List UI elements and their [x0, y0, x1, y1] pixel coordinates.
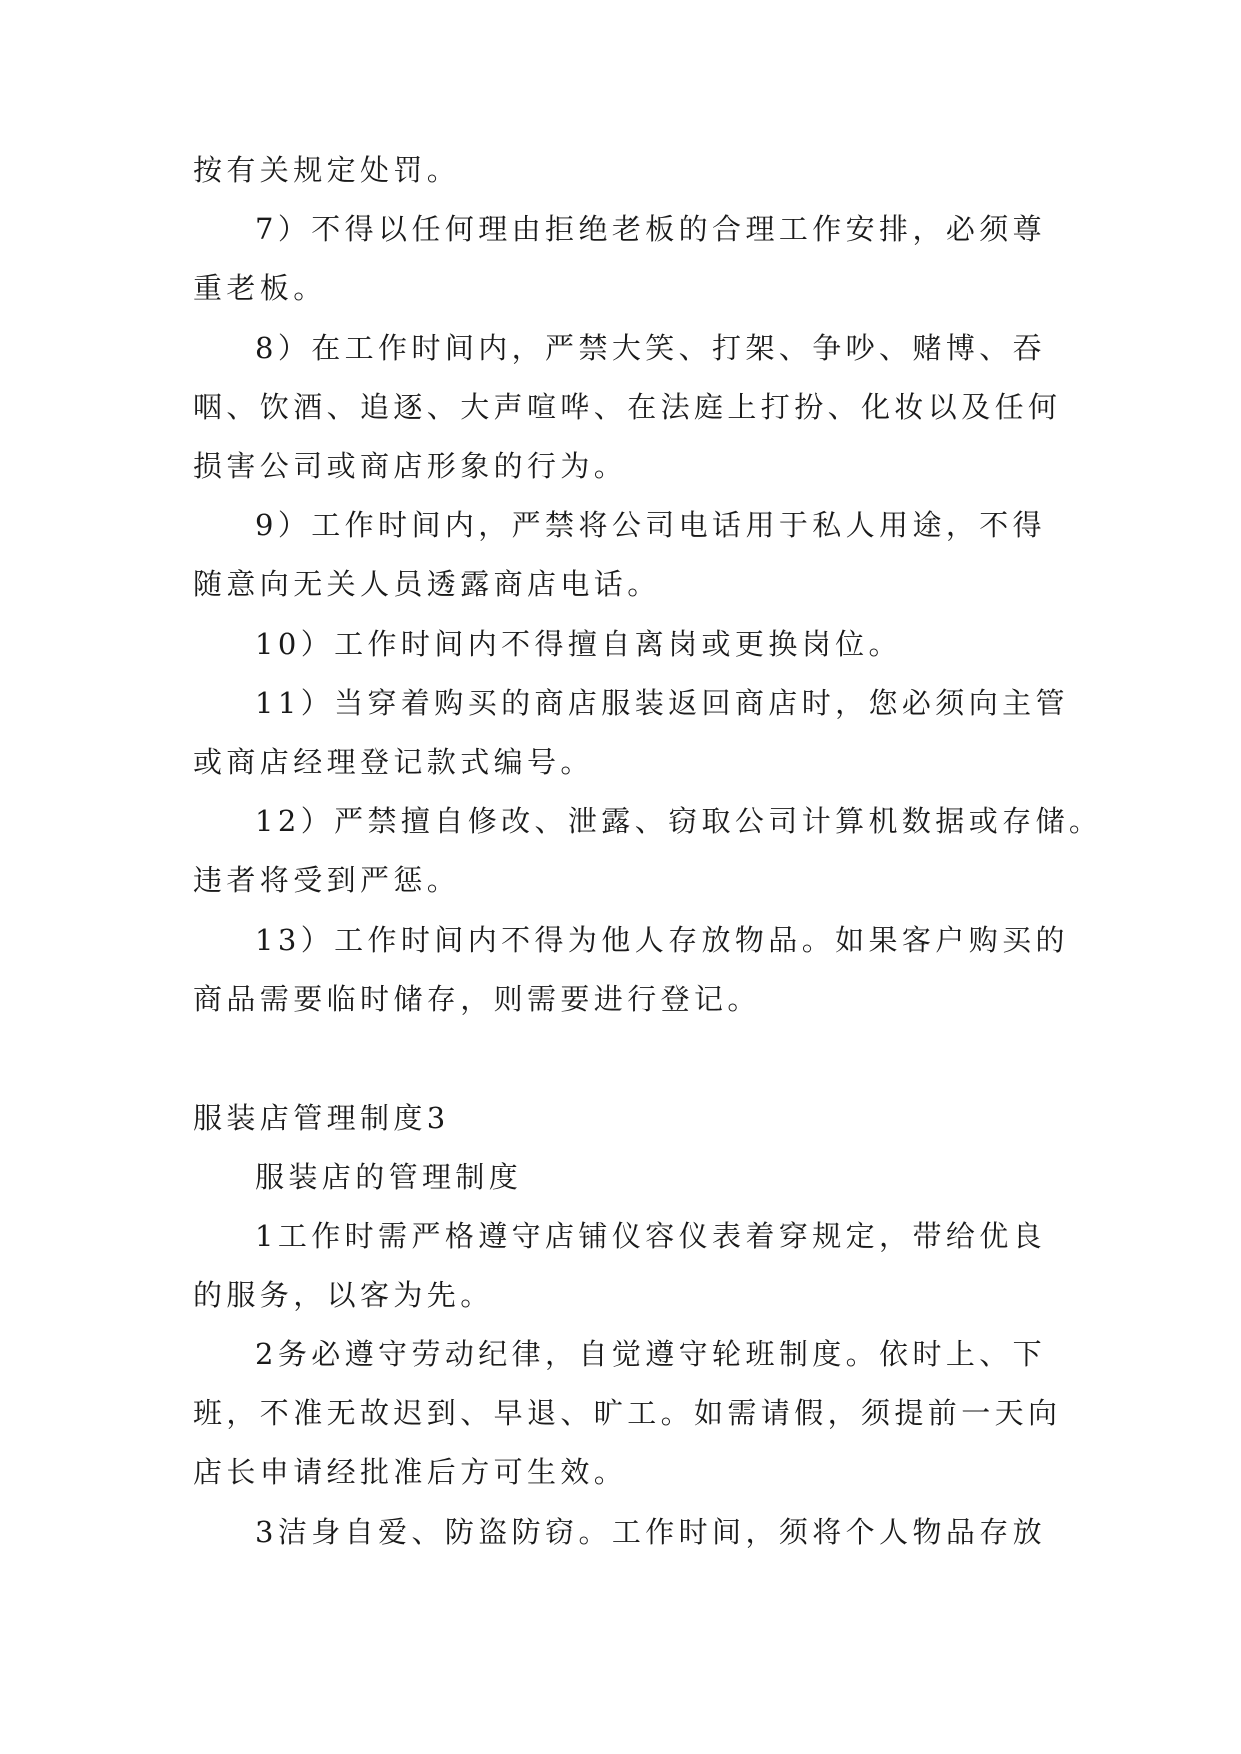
section-heading: 服装店管理制度3 — [193, 1101, 450, 1135]
text-line: 7）不得以任何理由拒绝老板的合理工作安排，必须尊 — [255, 212, 1047, 246]
text-line: 8）在工作时间内，严禁大笑、打架、争吵、赌博、吞 — [255, 331, 1047, 365]
text-line: 10）工作时间内不得擅自离岗或更换岗位。 — [255, 627, 902, 661]
text-line: 班，不准无故迟到、早退、旷工。如需请假，须提前一天向 — [193, 1396, 1062, 1430]
text-line: 的服务，以客为先。 — [193, 1278, 494, 1312]
text-line: 店长申请经批准后方可生效。 — [193, 1455, 628, 1489]
text-line: 2务必遵守劳动纪律，自觉遵守轮班制度。依时上、下 — [255, 1337, 1047, 1371]
text-line: 损害公司或商店形象的行为。 — [193, 449, 628, 483]
text-line: 3洁身自爱、防盗防窃。工作时间，须将个人物品存放 — [255, 1515, 1047, 1549]
text-line: 12）严禁擅自修改、泄露、窃取公司计算机数据或存储。 — [255, 804, 1103, 838]
text-line: 商品需要临时储存，则需要进行登记。 — [193, 982, 761, 1016]
text-line: 9）工作时间内，严禁将公司电话用于私人用途，不得 — [255, 508, 1047, 542]
text-line: 咽、饮酒、追逐、大声喧哗、在法庭上打扮、化妆以及任何 — [193, 390, 1062, 424]
text-line: 随意向无关人员透露商店电话。 — [193, 567, 661, 601]
section-subheading: 服装店的管理制度 — [255, 1160, 523, 1194]
text-line: 违者将受到严惩。 — [193, 863, 461, 897]
text-line: 13）工作时间内不得为他人存放物品。如果客户购买的 — [255, 923, 1069, 957]
text-line: 11）当穿着购买的商店服装返回商店时，您必须向主管 — [255, 686, 1069, 720]
text-line: 1工作时需严格遵守店铺仪容仪表着穿规定，带给优良 — [255, 1219, 1047, 1253]
text-line: 或商店经理登记款式编号。 — [193, 745, 594, 779]
text-line: 重老板。 — [193, 271, 327, 305]
text-line: 按有关规定处罚。 — [193, 153, 461, 187]
